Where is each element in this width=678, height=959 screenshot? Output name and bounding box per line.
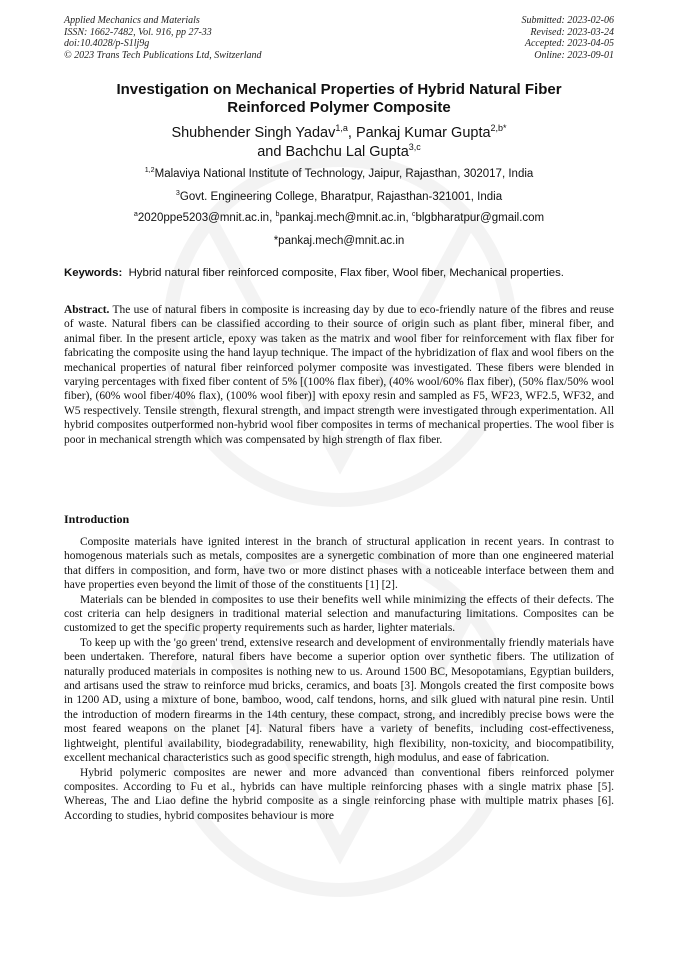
intro-paragraph-1: Composite materials have ignited interest in the branch of structural application in recent years. In contrast to homogenous materials such as metals, composites are a synergetic combination of more than one engineered material that differs in composition, and form, have two or more distinct phases with a noticeable interface between them and have properties even beyond the limit of those of the constituents [1] [2]. — [64, 536, 614, 592]
doi-line: doi:10.4028/p-S1lj9g — [64, 38, 150, 49]
submitted-date: Submitted: 2023-02-06 — [521, 15, 614, 26]
corresponding-email: *pankaj.mech@mnit.ac.in — [273, 235, 405, 247]
copyright-line: © 2023 Trans Tech Publications Ltd, Switzerland — [64, 49, 262, 61]
journal-name: Applied Mechanics and Materials — [64, 15, 200, 26]
affiliation-1-marker: 1,2 — [144, 166, 155, 175]
author-separator: , — [347, 125, 356, 141]
online-date: Online: 2023-09-01 — [534, 49, 614, 61]
email-c: blgbharatpur@gmail.com — [415, 212, 545, 224]
author-1: Shubhender Singh Yadav — [171, 125, 336, 141]
author-conjunction: and — [257, 144, 286, 160]
authors-line-2 — [64, 143, 614, 162]
affiliation-2-marker: 3 — [175, 189, 180, 198]
authors-line-1 — [64, 124, 614, 143]
email-a: 2020ppe5203@mnit.ac.in, — [137, 212, 276, 224]
title-line-2: Reinforced Polymer Composite — [227, 99, 451, 116]
author-2: Pankaj Kumar Gupta — [355, 125, 491, 141]
affiliation-1 — [64, 167, 614, 181]
keywords-label: Keywords: — [64, 267, 123, 279]
affiliation-2-text: Govt. Engineering College, Bharatpur, Rajasthan-321001, India — [179, 191, 503, 203]
author-2-affiliation: 2,b* — [490, 123, 507, 134]
affiliation-1-text: Malaviya National Institute of Technology, Jaipur, Rajasthan, 302017, India — [154, 168, 534, 180]
intro-paragraph-3: To keep up with the 'go green' trend, extensive research and development of environmentally friendly materials have been undertaken. Therefore, natural fibers have become a superior option over synthetic fibers. The utilization of naturally produced materials in composites is nothing new to us. Around 1500 BC, Mesopotamians, Egyptian builders, and artisans used the straw to reinforce mud bricks, ceramics, and boats [3]. Mongols created the first composite bows in 1200 AD, using a mixture of bone, bamboo, wood, calf tendons, horns, and silk glued with natural pine resin. Until the introduction of modern firearms in the 14th century, these compact, strong, and incredibly precise bows were the most feared weapons on the planet [4]. Natural fibers have a variety of benefits, including cost-effectiveness, lightweight, plentiful availability, biodegradability, renewability, high flexibility, non-toxicity, and biocompatibility, excellent mechanical characteristics such as good specific strength, high modulus, and ease of fabrication. — [64, 636, 614, 765]
publication-dates — [522, 15, 615, 61]
abstract — [64, 303, 614, 447]
revised-date: Revised: 2023-03-24 — [530, 26, 614, 38]
email-b-marker: b — [275, 210, 280, 219]
paper-title — [64, 81, 614, 117]
email-b: pankaj.mech@mnit.ac.in, — [279, 212, 412, 224]
intro-paragraph-2: Materials can be blended in composites to use their benefits well while minimizing the effects of their defects. The cost criteria can help designers in traditional material selection and manufacturing limitations. Composites can be customized to get the specific property requirements such as harder, lighter materials. — [64, 593, 614, 635]
issn-line: ISSN: 1662-7482, Vol. 916, pp 27-33 — [64, 26, 212, 38]
author-1-affiliation: 1,a — [335, 123, 348, 134]
email-a-marker: a — [133, 210, 138, 219]
journal-header — [64, 15, 614, 61]
intro-paragraph-4: Hybrid polymeric composites are newer and more advanced than conventional fibers reinforced polymer composites. According to Fu et al., hybrids can have multiple reinforcing phases with a single matrix phase [5]. Whereas, The and Liao define the hybrid composite as a single reinforcing phase with multiple matrix phases [6]. According to studies, hybrid composites behaviour is more — [64, 766, 614, 822]
journal-info — [64, 15, 262, 61]
abstract-text: The use of natural fibers in composite is increasing day by due to eco-friendly nature of the fibres and reuse of waste. Natural fibers can be classified according to their source of origin such as plant fiber, mineral fiber, and animal fiber. In the present article, epoxy was taken as the matrix and wool fiber for reinforcement with flax fiber for fabricating the composite using the hand layup technique. The impact of the hybridization of flax and wool fibers on the mechanical properties of natural fiber reinforced polymer composite was investigated. These fibers were blended in varying percentages with fixed fiber content of 5% [(100% flax fiber), (40% wool/60% flax fiber), (50% flax/50% wool fiber), (60% wool fiber/40% flax), (100% wool fiber)] with epoxy resin and sampled as F5, WF23, WF2.5, WF32, and W5 respectively. Tensile strength, flexural strength, and impact strength were investigated through experimentation. All hybrid composites outperformed non-hybrid wool fiber composites in terms of mechanical properties. The wool fiber is poor in mechanical strength which was compensated by high strength of flax fiber. — [64, 304, 614, 446]
email-list — [64, 211, 614, 225]
email-c-marker: c — [411, 210, 416, 219]
keywords-text: Hybrid natural fiber reinforced composite, Flax fiber, Wool fiber, Mechanical properties. — [128, 267, 564, 279]
author-3: Bachchu Lal Gupta — [285, 144, 409, 160]
affiliation-2 — [64, 190, 614, 204]
introduction-heading: Introduction — [64, 512, 130, 526]
author-3-affiliation: 3,c — [408, 142, 421, 153]
keywords — [64, 266, 618, 280]
accepted-date: Accepted: 2023-04-05 — [524, 38, 614, 49]
abstract-label: Abstract. — [64, 304, 110, 316]
author-list — [64, 124, 614, 162]
introduction-body — [64, 535, 614, 823]
title-line-1: Investigation on Mechanical Properties of Hybrid Natural Fiber — [116, 81, 562, 98]
